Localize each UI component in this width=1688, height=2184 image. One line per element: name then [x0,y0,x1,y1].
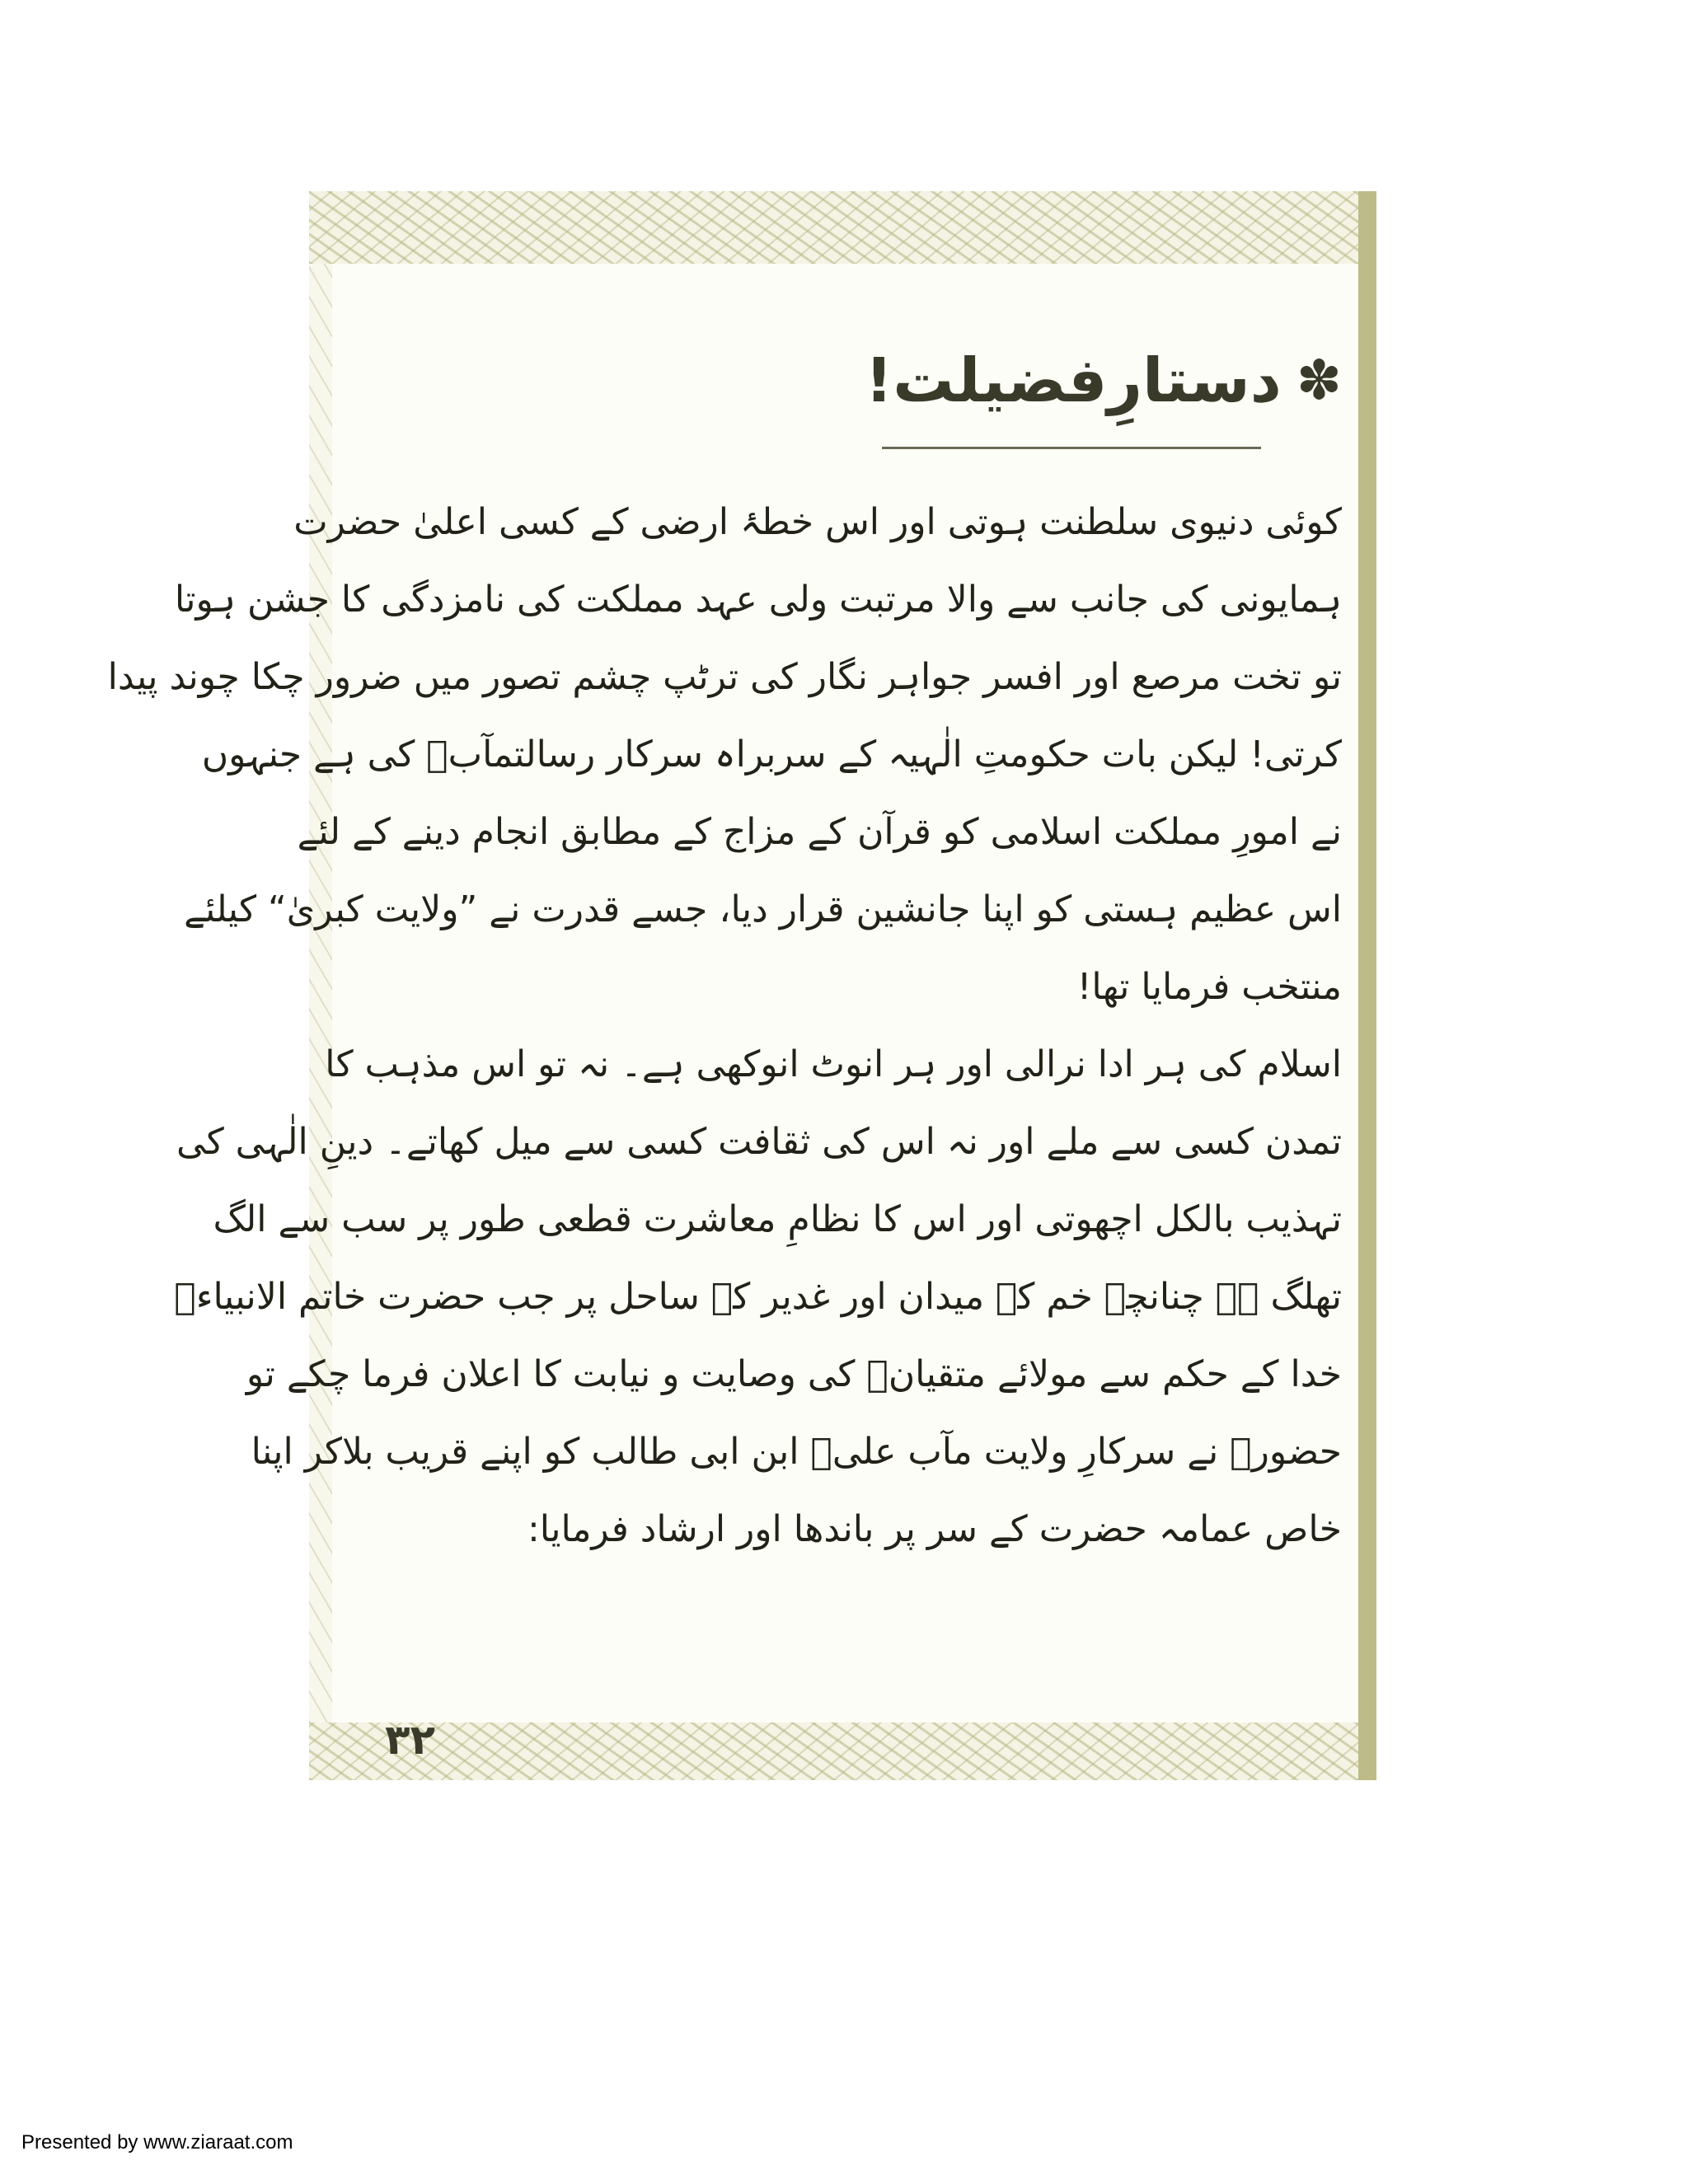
text-line: خاص عمامہ حضرت کے سر پر باندھا اور ارشاد فرمایا: [527,1508,1342,1550]
text-line: تہذیب بالکل اچھوتی اور اس کا نظامِ معاشرت قطعی طور پر سب سے الگ [213,1198,1342,1240]
text-line: تھلگ ہے چنانچہ خم کے میدان اور غدیر کے ساحل پر جب حضرت خاتم الانبیاءؐ [174,1276,1342,1318]
decorative-left-border [309,264,332,1722]
body-text [107,484,1342,1568]
scanned-book-page [107,191,1376,1780]
text-line: تمدن کسی سے ملے اور نہ اس کی ثقافت کسی سے میل کھاتے۔ دینِ الٰہی کی [176,1121,1342,1163]
text-line: خدا کے حکم سے مولائے متقیانؑ کی وصایت و نیابت کا اعلان فرما چکے تو [246,1353,1342,1395]
asterisk-flower-icon: ✽ [1296,349,1342,412]
text-line: کرتی! لیکن بات حکومتِ الٰہیہ کے سربراہ سرکار رسالتمآبؐ کی ہے جنہوں [201,733,1342,776]
text-line: اس عظیم ہستی کو اپنا جانشین قرار دیا، جسے قدرت نے ”ولایت کبریٰ“ کیلئے [184,888,1342,930]
text-line: ہمایونی کی جانب سے والا مرتبت ولی عہد مملکت کی نامزدگی کا جشن ہوتا [174,579,1342,621]
heading-underline [882,447,1261,449]
decorative-bottom-border [309,1722,1358,1780]
decorative-top-border [309,191,1358,264]
page-spine-bar [1358,191,1376,1780]
footer-credit: Presented by www.ziaraat.com [21,2131,293,2154]
chapter-heading [865,327,1342,434]
text-line: کوئی دنیوی سلطنت ہوتی اور اس خطۂ ارضی کے کسی اعلیٰ حضرت [293,501,1342,543]
chapter-title: دستارِفضیلت! [865,345,1282,416]
text-line: حضورؐ نے سرکارِ ولایت مآب علیؑ ابن ابی طالب کو اپنے قریب بلاکر اپنا [251,1431,1342,1473]
page-number: ۳۲ [385,1716,436,1764]
text-line: منتخب فرمایا تھا! [1076,966,1342,1008]
text-line: اسلام کی ہر ادا نرالی اور ہر انوٹ انوکھی ہے۔ نہ تو اس مذہب کا [325,1043,1342,1085]
text-line: تو تخت مرصع اور افسر جواہر نگار کی ترٹپ چشم تصور میں ضرور چکا چوند پیدا [107,656,1342,698]
text-line: نے امورِ مملکت اسلامی کو قرآن کے مزاج کے مطابق انجام دینے کے لئے [297,811,1342,853]
